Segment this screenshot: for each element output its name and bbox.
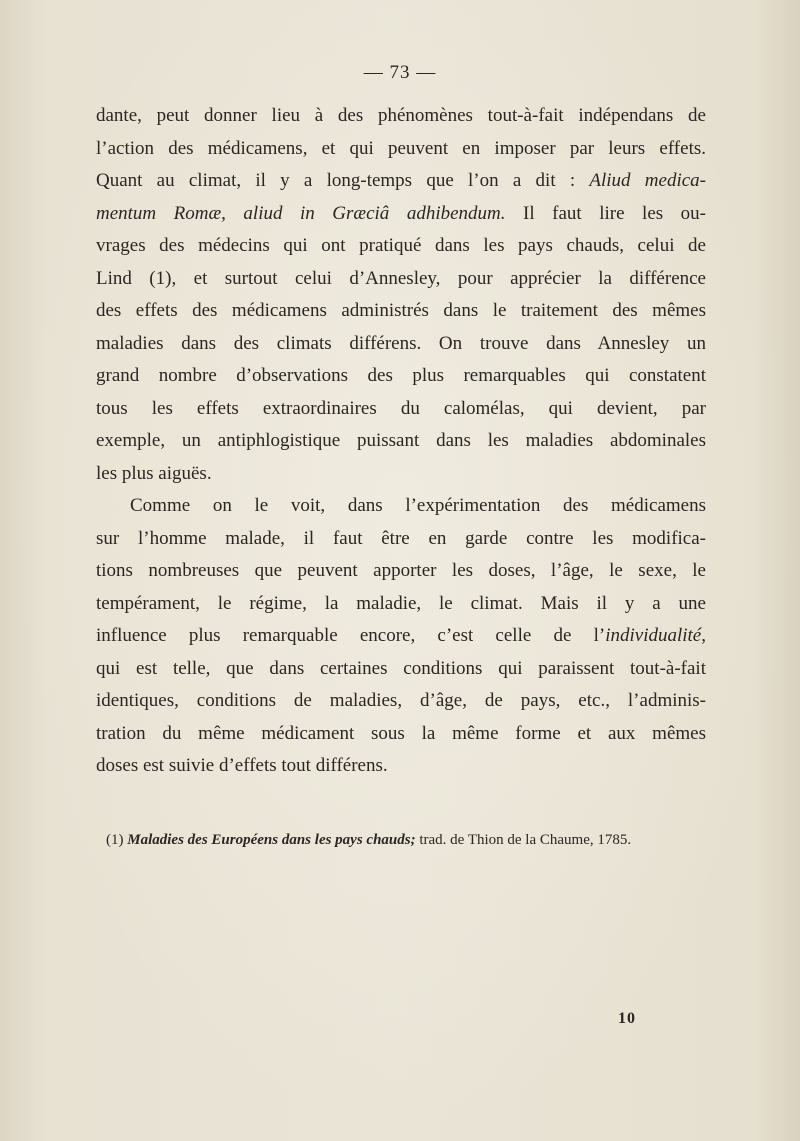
text-segment: , (701, 625, 706, 646)
text-line (96, 425, 706, 458)
text-segment: doses est suivie d’effets tout différens. (96, 755, 388, 776)
text-line (96, 490, 706, 523)
text-segment: Il faut lire les ou- (505, 202, 706, 224)
text-segment: dante, peut donner lieu à des phénomènes tout-à-fait indépendans de (96, 105, 706, 126)
footnote-marker: (1) (106, 832, 128, 848)
text-segment: l’action des médicamens, et qui peuvent en imposer par leurs effets. (96, 137, 706, 159)
italic-text: Aliud medica- (589, 170, 706, 191)
text-line (96, 718, 706, 751)
footnote-citation: trad. de Thion de la Chaume, 1785. (415, 832, 632, 848)
text-segment: influence plus remarquable encore, c’est celle de l’ (96, 625, 606, 646)
text-line (96, 523, 706, 556)
footnote (106, 830, 716, 850)
text-line (96, 458, 706, 491)
text-segment: exemple, un antiphlogistique puissant dans les maladies abdominales (96, 430, 706, 451)
text-line (96, 230, 706, 263)
text-line (96, 165, 706, 198)
text-segment: sur l’homme malade, il faut être en garde contre les modifica- (96, 527, 706, 549)
text-line (96, 100, 706, 133)
text-line (96, 750, 706, 783)
text-segment: Lind (1), et surtout celui d’Annesley, pour apprécier la différence (96, 267, 706, 289)
text-segment: vrages des médecins qui ont pratiqué dans les pays chauds, celui de (96, 235, 706, 256)
text-line (96, 555, 706, 588)
text-segment: grand nombre d’observations des plus remarquables qui constatent (96, 365, 706, 386)
text-line (96, 263, 706, 296)
text-line (96, 685, 706, 718)
text-segment: tions nombreuses que peuvent apporter les doses, l’âge, le sexe, le (96, 560, 706, 581)
text-segment: identiques, conditions de maladies, d’âge, de pays, etc., l’adminis- (96, 690, 706, 711)
text-line (96, 393, 706, 426)
italic-text: mentum Romæ, aliud in Græciâ adhibendum. (96, 202, 506, 224)
text-line (96, 360, 706, 393)
body-text (96, 100, 706, 783)
text-segment: Comme on le voit, dans l’expérimentation des médicamens (130, 495, 706, 516)
text-line (96, 133, 706, 166)
footnote-title: Maladies des Européens dans les pays chauds; (127, 832, 416, 848)
text-segment: maladies dans des climats différens. On trouve dans Annesley un (96, 332, 706, 354)
text-segment: Quant au climat, il y a long-temps que l’on a dit : (96, 170, 590, 191)
text-line (96, 588, 706, 621)
signature-mark: 10 (618, 1010, 636, 1027)
text-line (96, 328, 706, 361)
text-line (96, 653, 706, 686)
italic-text: individualité (605, 625, 702, 646)
text-segment: qui est telle, que dans certaines conditions qui paraissent tout-à-fait (96, 657, 706, 679)
text-segment: des effets des médicamens administrés dans le traitement des mêmes (96, 300, 706, 321)
text-segment: les plus aiguës. (96, 462, 212, 484)
text-line (96, 198, 706, 231)
text-segment: tration du même médicament sous la même forme et aux mêmes (96, 722, 706, 744)
text-line (96, 295, 706, 328)
page-header: — 73 — (363, 62, 437, 83)
text-segment: tous les effets extraordinaires du calomélas, qui devient, par (96, 397, 706, 419)
text-line (96, 620, 706, 653)
text-segment: tempérament, le régime, la maladie, le climat. Mais il y a une (96, 592, 706, 614)
